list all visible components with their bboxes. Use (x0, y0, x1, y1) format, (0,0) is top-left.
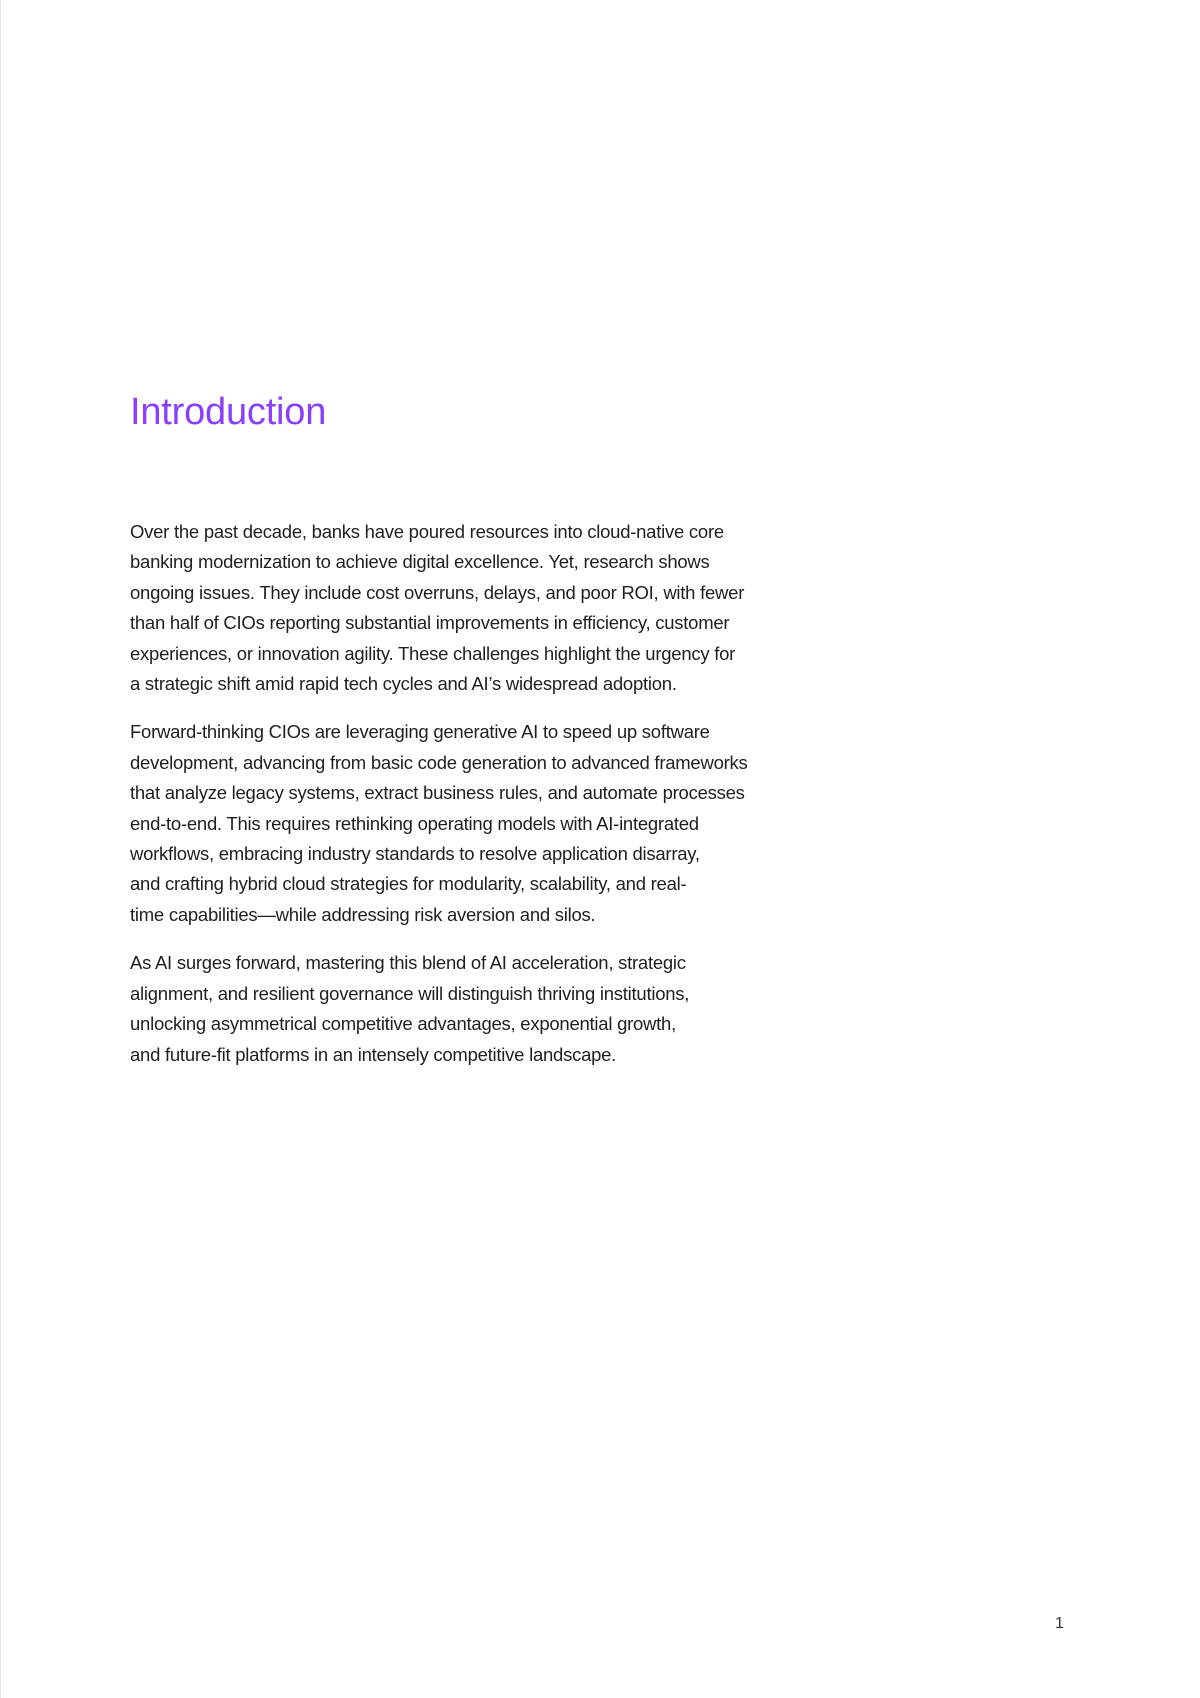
body-text (130, 517, 830, 1088)
page-edge (0, 0, 1, 1698)
paragraph-line: As AI surges forward, mastering this blend of AI acceleration, strategic (130, 952, 686, 974)
paragraph-3 (130, 948, 830, 1070)
paragraph-line: ongoing issues. They include cost overruns, delays, and poor ROI, with fewer (130, 581, 745, 603)
paragraph-line: banking modernization to achieve digital excellence. Yet, research shows (130, 551, 710, 573)
paragraph-line: workflows, embracing industry standards to resolve application disarray, (130, 843, 700, 865)
paragraph-line: Over the past decade, banks have poured resources into cloud-native core (130, 521, 724, 542)
paragraph-line: time capabilities—while addressing risk aversion and silos. (130, 903, 596, 925)
page-number: 1 (1055, 1615, 1064, 1632)
paragraph-line: than half of CIOs reporting substantial improvements in efficiency, customer (130, 612, 730, 634)
paragraph-line: experiences, or innovation agility. These challenges highlight the urgency for (130, 642, 736, 664)
paragraph-line: end-to-end. This requires rethinking operating models with AI-integrated (130, 812, 699, 834)
paragraph-1 (130, 517, 830, 699)
paragraph-line: and crafting hybrid cloud strategies for modularity, scalability, and real- (130, 873, 687, 895)
paragraph-line: Forward-thinking CIOs are leveraging generative AI to speed up software (130, 721, 710, 743)
section-title: Introduction (130, 391, 327, 433)
paragraph-line: a strategic shift amid rapid tech cycles and AI’s widespread adoption. (130, 673, 677, 695)
paragraph-2 (130, 717, 830, 930)
paragraph-line: alignment, and resilient governance will distinguish thriving institutions, (130, 982, 690, 1004)
paragraph-line: and future-fit platforms in an intensely competitive landscape. (130, 1043, 617, 1065)
paragraph-line: unlocking asymmetrical competitive advantages, exponential growth, (130, 1013, 676, 1035)
paragraph-line: development, advancing from basic code generation to advanced frameworks (130, 751, 748, 773)
paragraph-line: that analyze legacy systems, extract business rules, and automate processes (130, 782, 745, 804)
